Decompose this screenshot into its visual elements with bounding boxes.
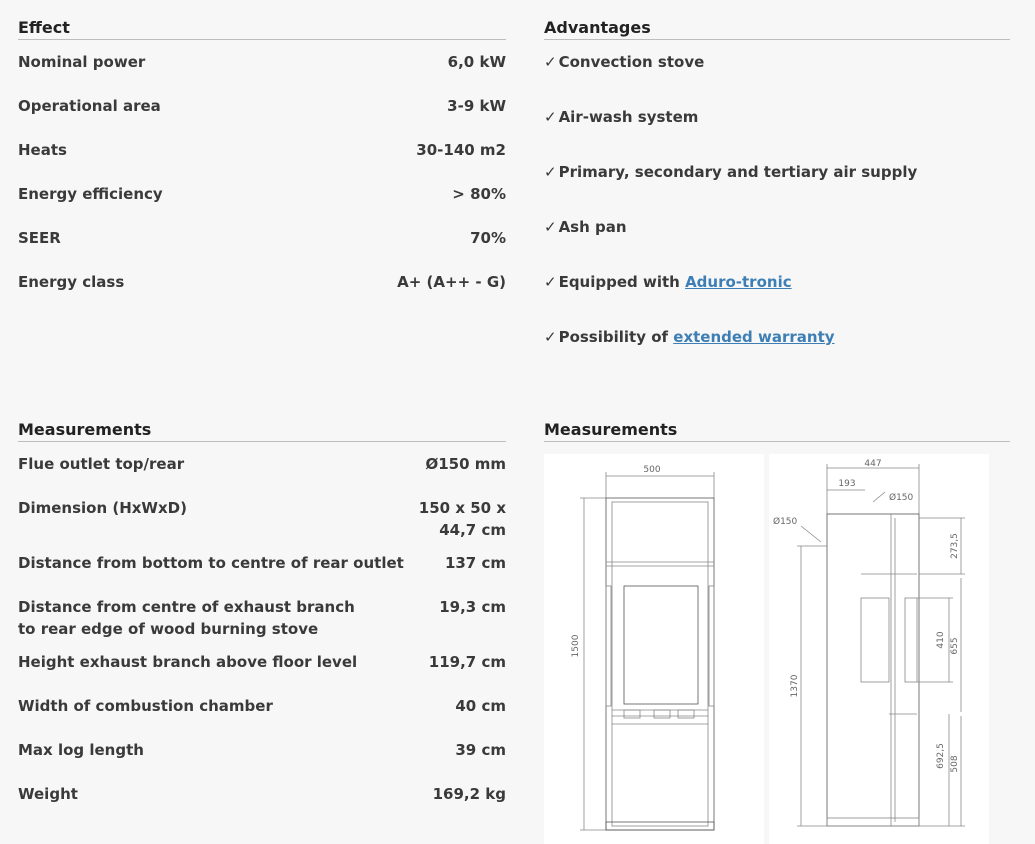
- spec-row: [18, 139, 506, 161]
- advantage-item: [544, 216, 627, 238]
- spec-label: SEER: [18, 229, 61, 247]
- measurements-drawings-title: Measurements: [544, 420, 1010, 442]
- check-icon: ✓: [544, 218, 557, 236]
- spec-value: A+ (A++ - G): [397, 273, 506, 291]
- measurement-label: Distance from centre of exhaust branch to rear edge of wood burning stove: [18, 598, 355, 638]
- advantage-text: Ash pan: [558, 218, 627, 236]
- front-view-drawing: [544, 454, 764, 844]
- advantage-text: Air-wash system: [558, 108, 699, 126]
- advantage-item: [544, 326, 835, 348]
- advantage-text: Equipped with: [558, 273, 686, 291]
- spec-label: Nominal power: [18, 53, 146, 71]
- aduro-tronic-link[interactable]: Aduro-tronic: [685, 273, 792, 291]
- spec-value: 3-9 kW: [447, 97, 506, 115]
- advantage-item: [544, 271, 792, 293]
- side-dim-lower2-label: 508: [950, 755, 960, 773]
- side-view-svg: [769, 454, 989, 844]
- spec-value: 6,0 kW: [447, 53, 506, 71]
- extended-warranty-link[interactable]: extended warranty: [673, 328, 835, 346]
- check-icon: ✓: [544, 163, 557, 181]
- check-icon: ✓: [544, 53, 557, 71]
- measurement-row: [18, 783, 506, 805]
- measurement-row: [18, 651, 506, 673]
- advantage-item: [544, 51, 704, 73]
- check-icon: ✓: [544, 108, 557, 126]
- spec-row: [18, 227, 506, 249]
- advantage-item: [544, 106, 698, 128]
- measurement-label: Max log length: [18, 741, 144, 759]
- spec-label: Energy efficiency: [18, 185, 163, 203]
- side-flue-rear-label: Ø150: [773, 517, 798, 527]
- side-offset-label: 193: [838, 479, 856, 489]
- spec-label: Energy class: [18, 273, 125, 291]
- measurement-value: Ø150 mm: [425, 455, 506, 473]
- check-icon: ✓: [544, 273, 557, 291]
- check-icon: ✓: [544, 328, 557, 346]
- measurement-row: [18, 739, 506, 761]
- measurement-label: Width of combustion chamber: [18, 697, 273, 715]
- measurement-label: Weight: [18, 785, 78, 803]
- effect-title: Effect: [18, 18, 506, 40]
- measurement-value: 137 cm: [444, 554, 506, 572]
- measurement-value: 40 cm: [455, 697, 506, 715]
- advantage-text: Primary, secondary and tertiary air supply: [558, 163, 918, 181]
- spec-row: [18, 95, 506, 117]
- spec-row: [18, 271, 506, 293]
- advantages-title: Advantages: [544, 18, 1010, 40]
- measurement-value: 19,3 cm: [439, 598, 506, 616]
- measurement-row: [18, 552, 506, 574]
- measurement-label: Flue outlet top/rear: [18, 455, 185, 473]
- front-height-label: 1500: [571, 634, 581, 658]
- side-dim-mid-label: 655: [950, 637, 960, 655]
- side-depth-label: 447: [864, 459, 882, 469]
- measurements-table-title: Measurements: [18, 420, 506, 442]
- side-height-outlet-label: 1370: [790, 674, 800, 698]
- measurement-row: [18, 596, 506, 640]
- front-view-svg: [544, 454, 764, 844]
- side-dim-lower1-label: 692,5: [936, 743, 946, 769]
- advantage-text: Convection stove: [558, 53, 705, 71]
- spec-row: [18, 51, 506, 73]
- spec-row: [18, 183, 506, 205]
- spec-label: Heats: [18, 141, 67, 159]
- spec-label: Operational area: [18, 97, 161, 115]
- measurement-label: Distance from bottom to centre of rear outlet: [18, 554, 404, 572]
- advantage-text: Possibility of: [558, 328, 674, 346]
- spec-value: 70%: [470, 229, 506, 247]
- measurement-value: 119,7 cm: [428, 653, 506, 671]
- side-view-drawing: [769, 454, 989, 844]
- side-flue-top-label: Ø150: [889, 493, 914, 503]
- spec-value: 30-140 m2: [416, 141, 506, 159]
- advantage-item: [544, 161, 917, 183]
- measurement-value: 150 x 50 x 44,7 cm: [418, 499, 506, 539]
- side-dim-top-label: 273,5: [950, 533, 960, 559]
- front-width-label: 500: [643, 465, 661, 475]
- measurement-row: [18, 453, 506, 475]
- measurement-row: [18, 497, 506, 541]
- measurement-value: 169,2 kg: [432, 785, 506, 803]
- measurement-label: Height exhaust branch above floor level: [18, 653, 358, 671]
- measurement-label: Dimension (HxWxD): [18, 499, 187, 517]
- spec-value: > 80%: [452, 185, 506, 203]
- side-dim-window-label: 410: [936, 631, 946, 649]
- measurement-value: 39 cm: [455, 741, 506, 759]
- measurement-row: [18, 695, 506, 717]
